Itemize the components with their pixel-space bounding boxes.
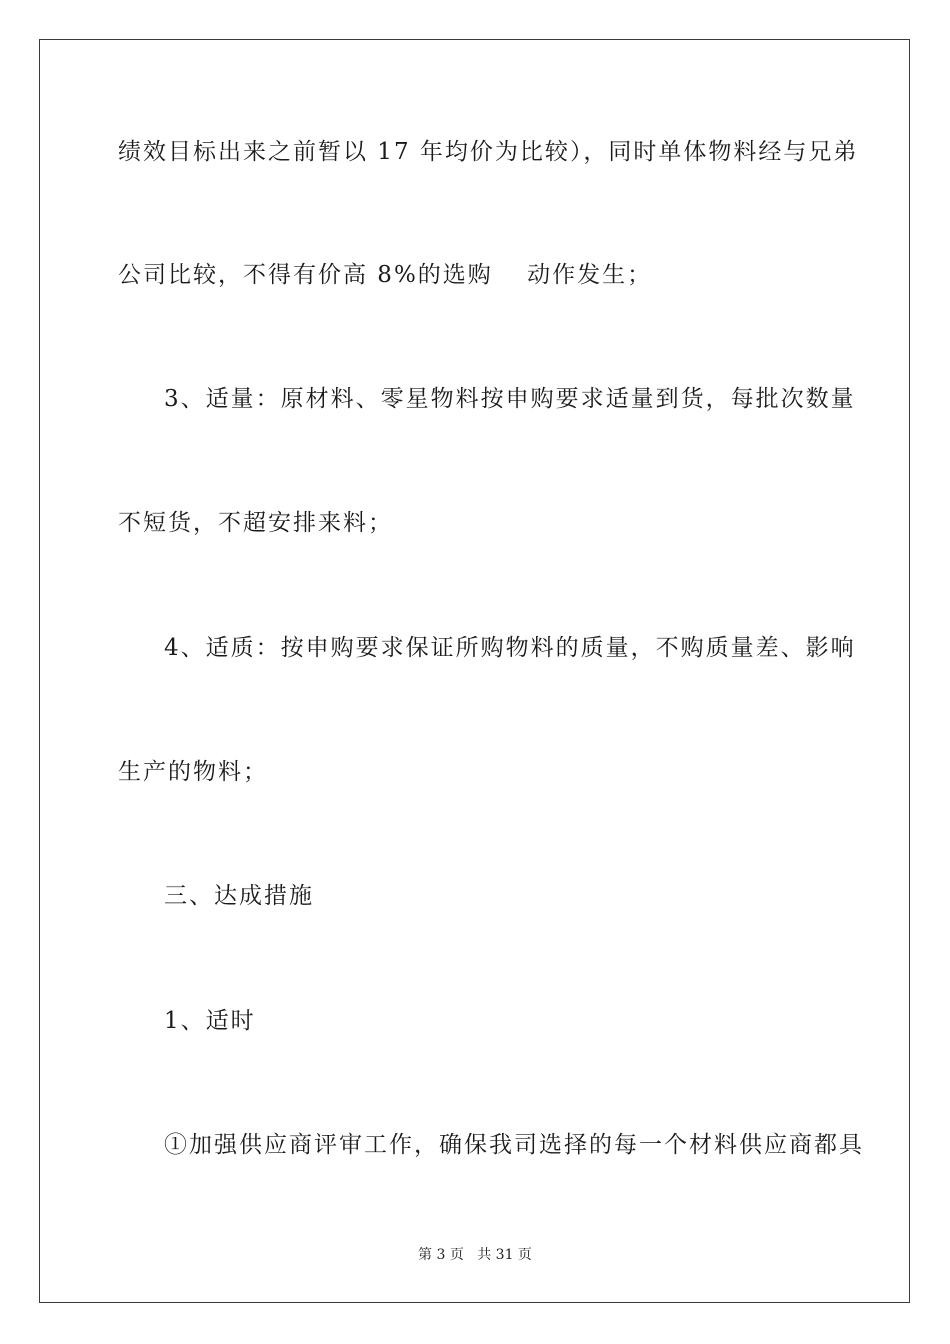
paragraph-line-6: 生产的物料； [118, 759, 268, 785]
paragraph-line-2: 公司比较，不得有价高 8%的选购 动作发生； [118, 262, 653, 288]
total-pages: 共 31 页 [477, 1247, 532, 1263]
page-footer [0, 1246, 950, 1264]
page-border [39, 39, 910, 1303]
paragraph-line-1: 绩效目标出来之前暂以 17 年均价为比较），同时单体物料经与兄弟 [118, 139, 859, 165]
paragraph-line-9: ①加强供应商评审工作，确保我司选择的每一个材料供应商都具 [164, 1132, 864, 1158]
section-heading: 三、达成措施 [164, 883, 314, 909]
paragraph-line-4: 不短货，不超安排来料； [118, 510, 393, 536]
subsection-heading: 1、适时 [164, 1008, 256, 1034]
paragraph-line-3: 3、适量：原材料、零星物料按申购要求适量到货，每批次数量 [164, 386, 856, 412]
page-number: 第 3 页 [418, 1247, 464, 1263]
paragraph-line-5: 4、适质：按申购要求保证所购物料的质量，不购质量差、影响 [164, 635, 856, 661]
